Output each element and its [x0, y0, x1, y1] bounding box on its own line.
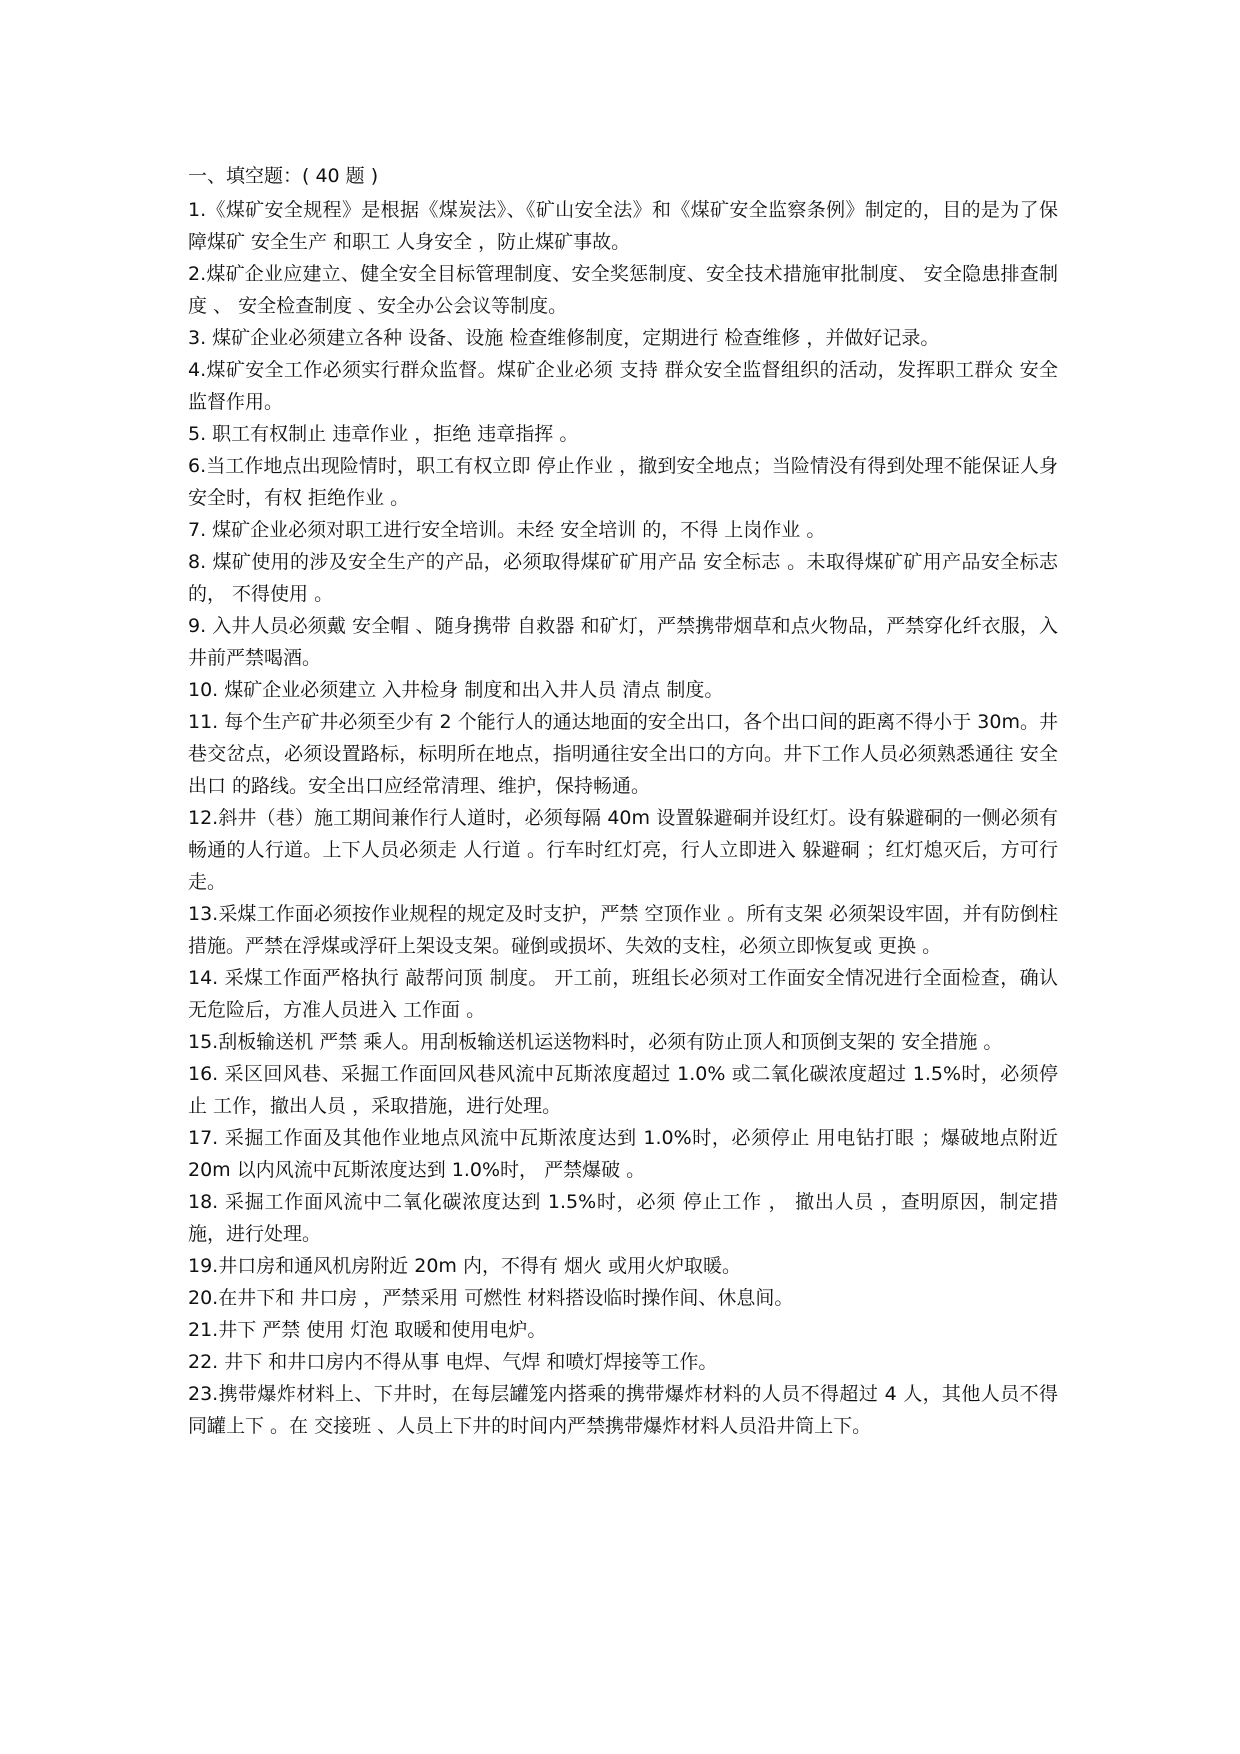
question-item-17: 17. 采掘工作面及其他作业地点风流中瓦斯浓度达到 1.0%时，必须停止 用电钻打眼 ；爆破地点附近 20m 以内风流中瓦斯浓度达到 1.0%时， 严禁爆破 。	[188, 1127, 1058, 1181]
question-item-4: 4.煤矿安全工作必须实行群众监督。煤矿企业必须 支持 群众安全监督组织的活动，发挥职工群众 安全监督作用。	[188, 359, 1058, 413]
question-item-22: 22. 井下 和井口房内不得从事 电焊、气焊 和喷灯焊接等工作。	[188, 1351, 718, 1373]
question-item-6: 6.当工作地点出现险情时，职工有权立即 停止作业 ，撤到安全地点；当险情没有得到处理不能保证人身安全时，有权 拒绝作业 。	[188, 455, 1058, 509]
question-item-23: 23.携带爆炸材料上、下井时，在每层罐笼内搭乘的携带爆炸材料的人员不得超过 4 人，其他人员不得 同罐上下 。在 交接班 、人员上下井的时间内严禁携带爆炸材料人员沿井筒上下。	[188, 1383, 1058, 1437]
question-item-12: 12.斜井（巷）施工期间兼作行人道时，必须每隔 40m 设置躲避硐并设红灯。设有躲避硐的一侧必须有畅通的人行道。上下人员必须走 人行道 。行车时红灯亮，行人立即进入 躲避硐 ；红灯熄灭后，方可行走。	[188, 807, 1058, 893]
question-list	[188, 194, 1058, 1442]
question-item-9: 9. 入井人员必须戴 安全帽 、随身携带 自救器 和矿灯，严禁携带烟草和点火物品，严禁穿化纤衣服，入井前严禁喝酒。	[188, 615, 1058, 669]
question-item-19: 19.井口房和通风机房附近 20m 内，不得有 烟火 或用火炉取暖。	[188, 1255, 742, 1277]
section-heading: 一、填空题：( 40 题 )	[188, 165, 379, 187]
question-item-11: 11. 每个生产矿井必须至少有 2 个能行人的通达地面的安全出口，各个出口间的距离不得小于 30m。井巷交岔点，必须设置路标，标明所在地点，指明通往安全出口的方向。井下工作人员必须熟悉通往 安全出口 的路线。安全出口应经常清理、维护，保持畅通。	[188, 711, 1058, 797]
question-item-2: 2.煤矿企业应建立、健全安全目标管理制度、安全奖惩制度、安全技术措施审批制度、 安全隐患排查制度 、 安全检查制度 、安全办公会议等制度。	[188, 263, 1058, 317]
question-item-14: 14. 采煤工作面严格执行 敲帮问顶 制度。 开工前，班组长必须对工作面安全情况进行全面检查，确认无危险后，方准人员进入 工作面 。	[188, 967, 1058, 1021]
question-item-16: 16. 采区回风巷、采掘工作面回风巷风流中瓦斯浓度超过 1.0% 或二氧化碳浓度超过 1.5%时，必须停止 工作，撤出人员 ，采取措施，进行处理。	[188, 1063, 1058, 1117]
question-item-10: 10. 煤矿企业必须建立 入井检身 制度和出入井人员 清点 制度。	[188, 679, 724, 701]
question-item-18: 18. 采掘工作面风流中二氧化碳浓度达到 1.5%时，必须 停止工作 ， 撤出人员 ，查明原因，制定措施，进行处理。	[188, 1191, 1058, 1245]
document-page	[188, 163, 1058, 1442]
question-item-8: 8. 煤矿使用的涉及安全生产的产品，必须取得煤矿矿用产品 安全标志 。未取得煤矿矿用产品安全标志的， 不得使用 。	[188, 551, 1058, 605]
question-item-13: 13.采煤工作面必须按作业规程的规定及时支护，严禁 空顶作业 。所有支架 必须架设牢固，并有防倒柱措施。严禁在浮煤或浮矸上架设支架。碰倒或损坏、失效的支柱，必须立即恢复或 更换 。	[188, 903, 1058, 957]
question-item-5: 5. 职工有权制止 违章作业 ，拒绝 违章指挥 。	[188, 423, 579, 445]
question-item-7: 7. 煤矿企业必须对职工进行安全培训。未经 安全培训 的，不得 上岗作业 。	[188, 519, 826, 541]
question-item-21: 21.井下 严禁 使用 灯泡 取暖和使用电炉。	[188, 1319, 547, 1341]
question-item-1: 1.《煤矿安全规程》是根据《煤炭法》、《矿山安全法》和《煤矿安全监察条例》制定的，目的是为了保障煤矿 安全生产 和职工 人身安全 ，防止煤矿事故。	[188, 199, 1058, 253]
question-item-3: 3. 煤矿企业必须建立各种 设备、设施 检查维修制度，定期进行 检查维修 ，并做好记录。	[188, 327, 940, 349]
question-item-15: 15.刮板输送机 严禁 乘人。用刮板输送机运送物料时，必须有防止顶人和顶倒支架的 安全措施 。	[188, 1031, 1003, 1053]
question-item-20: 20.在井下和 井口房 ，严禁采用 可燃性 材料搭设临时操作间、休息间。	[188, 1287, 794, 1309]
